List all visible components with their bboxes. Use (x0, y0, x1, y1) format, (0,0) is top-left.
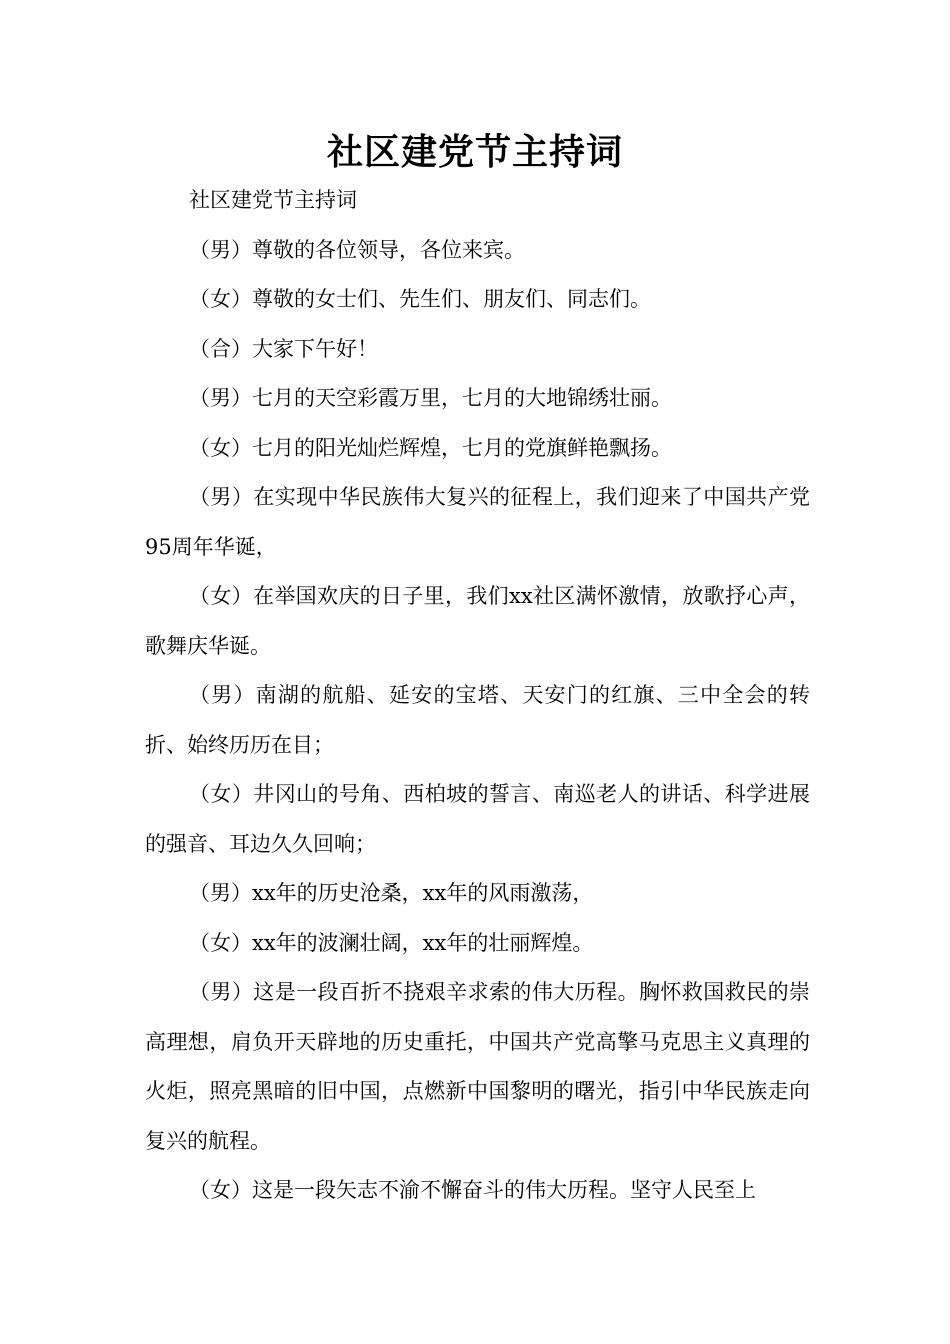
paragraph: （男）xx年的历史沧桑，xx年的风雨激荡， (189, 881, 594, 905)
paragraph: （女）这是一段矢志不渝不懈奋斗的伟大历程。坚守人民至上 (189, 1178, 756, 1202)
document-body (145, 176, 810, 1216)
document-title: 社区建党节主持词 (326, 132, 623, 173)
paragraph: （男）在实现中华民族伟大复兴的征程上，我们迎来了中国共产党95周年华诞， (145, 485, 810, 559)
paragraph: （女）井冈山的号角、西柏坡的誓言、南巡老人的讲话、科学进展的强音、耳边久久回响； (145, 782, 810, 856)
paragraph: （女）在举国欢庆的日子里，我们xx社区满怀激情，放歌抒心声，歌舞庆华诞。 (145, 584, 810, 658)
paragraph: （男）尊敬的各位领导，各位来宾。 (189, 237, 525, 262)
paragraph: （男）七月的天空彩霞万里，七月的大地锦绣壮丽。 (189, 386, 672, 410)
paragraph: （女）xx年的波澜壮阔，xx年的壮丽辉煌。 (189, 930, 594, 955)
paragraph: （合）大家下午好！ (189, 336, 378, 361)
paragraph: （女）尊敬的女士们、先生们、朋友们、同志们。 (189, 287, 651, 311)
paragraph: 社区建党节主持词 (189, 188, 357, 212)
paragraph: （男）这是一段百折不挠艰辛求索的伟大历程。胸怀救国救民的崇高理想，肩负开天辟地的历史重托，中国共产党高擎马克思主义真理的火炬，照亮黑暗的旧中国，点燃新中国黎明的曙光，指引中华民族走向复兴的航程。 (145, 980, 810, 1153)
paragraph: （女）七月的阳光灿烂辉煌，七月的党旗鲜艳飘扬。 (189, 435, 672, 460)
paragraph: （男）南湖的航船、延安的宝塔、天安门的红旗、三中全会的转折、始终历历在目； (145, 683, 810, 757)
